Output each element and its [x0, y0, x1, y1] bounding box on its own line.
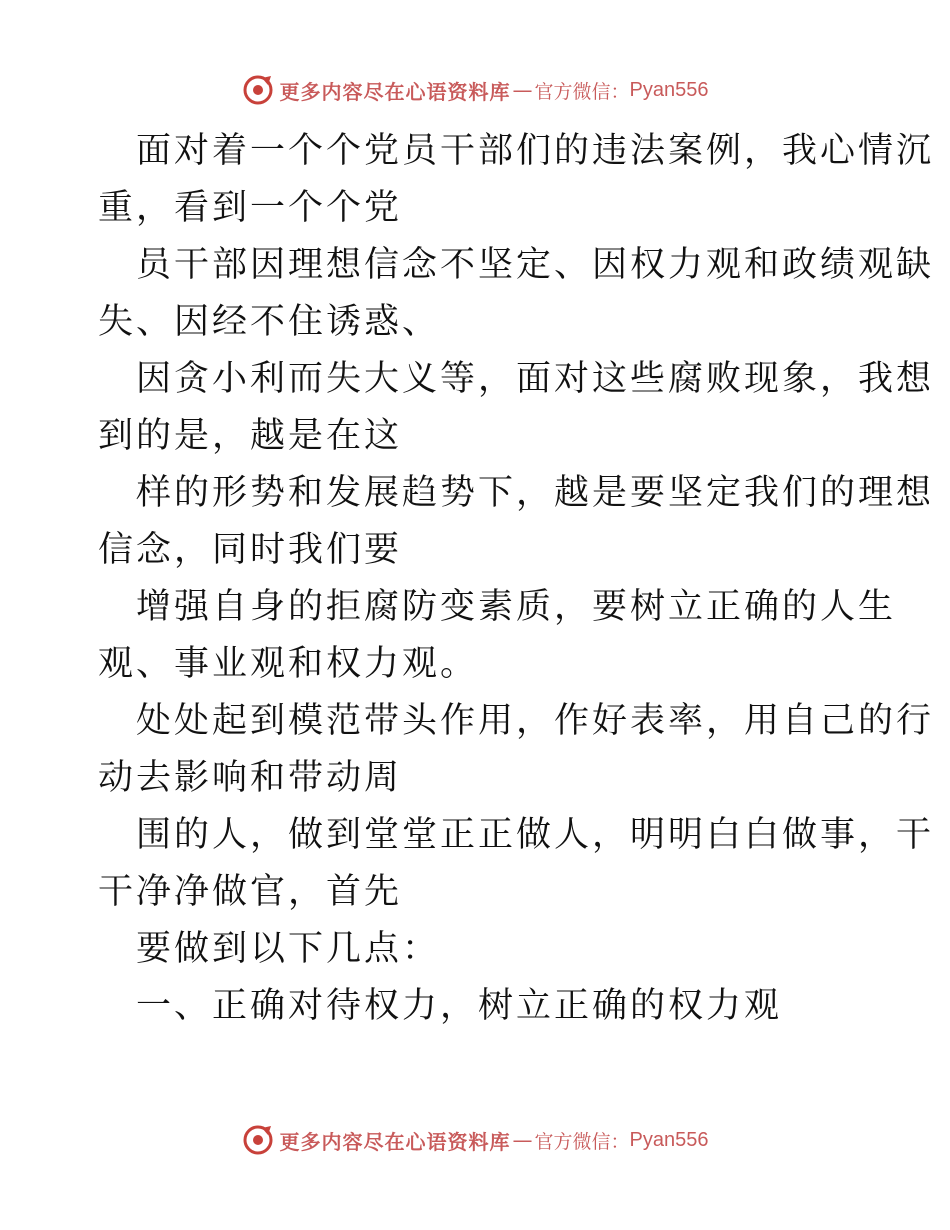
watermark-label: 官方微信： — [534, 80, 630, 103]
paragraph-first-line: 因贪小利而失大义等，面对这些腐败现象，我想 — [136, 359, 935, 399]
paragraph-continuation: 失、因经不住诱惑、 — [98, 302, 441, 342]
pen-logo-icon — [242, 74, 274, 106]
watermark-footer — [0, 1120, 950, 1160]
document-body — [98, 123, 935, 1035]
paragraph-first-line: 处处起到模范带头作用，作好表率，用自己的行 — [136, 701, 935, 741]
watermark-text: 更多内容尽在心语资料库 — [279, 79, 511, 104]
paragraph — [98, 123, 935, 237]
watermark-id: Pyan556 — [629, 1128, 709, 1151]
paragraph-first-line: 员干部因理想信念不坚定、因权力观和政绩观缺 — [136, 245, 935, 285]
paragraph-first-line: 要做到以下几点： — [136, 929, 441, 969]
paragraph-continuation: 重，看到一个个党 — [98, 188, 403, 228]
watermark-separator: — — [512, 1128, 533, 1152]
watermark-separator: — — [512, 78, 533, 102]
paragraph-continuation: 干净净做官，首先 — [98, 872, 403, 912]
paragraph — [98, 465, 935, 579]
section-heading — [98, 978, 858, 1035]
paragraph-continuation: 信念，同时我们要 — [98, 530, 403, 570]
pen-logo-icon — [242, 1124, 274, 1156]
paragraph-continuation: 观、事业观和权力观。 — [98, 644, 479, 684]
watermark-label: 官方微信： — [534, 1130, 630, 1153]
watermark-id: Pyan556 — [629, 78, 709, 101]
paragraph-first-line: 样的形势和发展趋势下，越是要坚定我们的理想 — [136, 473, 935, 513]
paragraph-continuation: 到的是，越是在这 — [98, 416, 403, 456]
paragraph — [98, 237, 935, 351]
paragraph — [98, 807, 935, 921]
watermark-header — [0, 70, 950, 110]
paragraph — [98, 579, 897, 693]
watermark-text: 更多内容尽在心语资料库 — [279, 1129, 511, 1154]
paragraph — [98, 351, 935, 465]
paragraph-continuation: 动去影响和带动周 — [98, 758, 403, 798]
paragraph-first-line: 面对着一个个党员干部们的违法案例，我心情沉 — [136, 131, 935, 171]
paragraph-first-line: 增强自身的拒腐防变素质，要树立正确的人生 — [136, 587, 897, 627]
paragraph — [98, 921, 858, 978]
paragraph — [98, 693, 935, 807]
section-heading-text: 一、正确对待权力，树立正确的权力观 — [136, 986, 783, 1026]
paragraph-first-line: 围的人，做到堂堂正正做人，明明白白做事，干 — [136, 815, 935, 855]
